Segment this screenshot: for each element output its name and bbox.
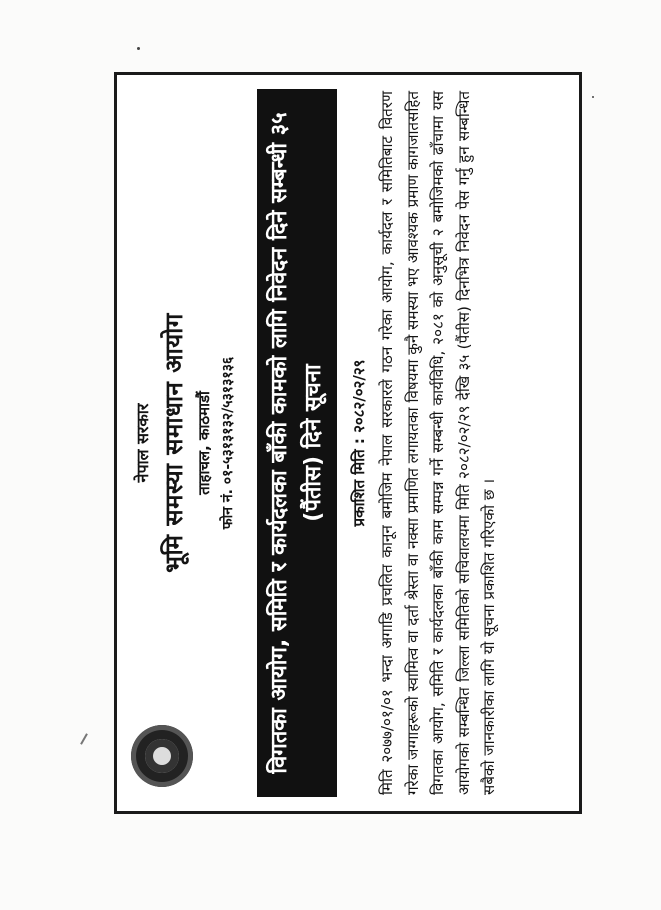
government-emblem-icon: [131, 725, 193, 787]
notice-title: विगतका आयोग, समिति र कार्यदलका बाँकी कामको लागि निवेदन दिने सम्बन्धी ३५ (पैंतीस) दिने सूचना: [257, 89, 337, 797]
scan-speck: [137, 47, 140, 50]
published-date: प्रकाशित मिति : २०८२/०२/२९: [350, 359, 368, 527]
header-text: [131, 89, 237, 797]
notice-content: [117, 75, 579, 811]
organization-address: ताहाचल, काठमाडौं: [195, 391, 213, 495]
notice-frame: [114, 72, 582, 814]
notice-body: मिति २०७७/०१/०१ भन्दा अगाडि प्रचलित कानून बमोजिम नेपाल सरकारले गठन गरेका आयोग, कार्यदल र समितिबाट वितरण गरेका जग्गाहरूको स्वामित्व वा दर्ता श्रेस्ता वा नक्सा प्रमाणित लगायतका विषयमा कुनै समस्या भए आवश्यक प्रमाण कागजातसहित विगतका आयोग, समिति र कार्यदलका बाँकी काम सम्पन्न गर्ने सम्बन्धी कार्यविधि, २०८१ को अनुसूची २ बमोजिमको ढाँचामा यस आयोगको सम्बन्धित जिल्ला समितिको सचिवालयमा मिति २०८२/०२/२९ देखि ३५ (पैंतीस) दिनभित्र निवेदन पेस गर्नु हुन सम्बन्धित सबैको जानकारीका लागि यो सूचना प्रकाशित गरिएको छ ।: [378, 90, 498, 795]
notice-header: [131, 89, 255, 797]
government-name: नेपाल सरकार: [133, 403, 152, 483]
organization-phone: फोन नं. ०१-५३१३१३२/५३१३१३६: [220, 356, 236, 530]
scan-speck: [592, 96, 594, 98]
organization-name: भूमि समस्या समाधान आयोग: [160, 313, 188, 573]
